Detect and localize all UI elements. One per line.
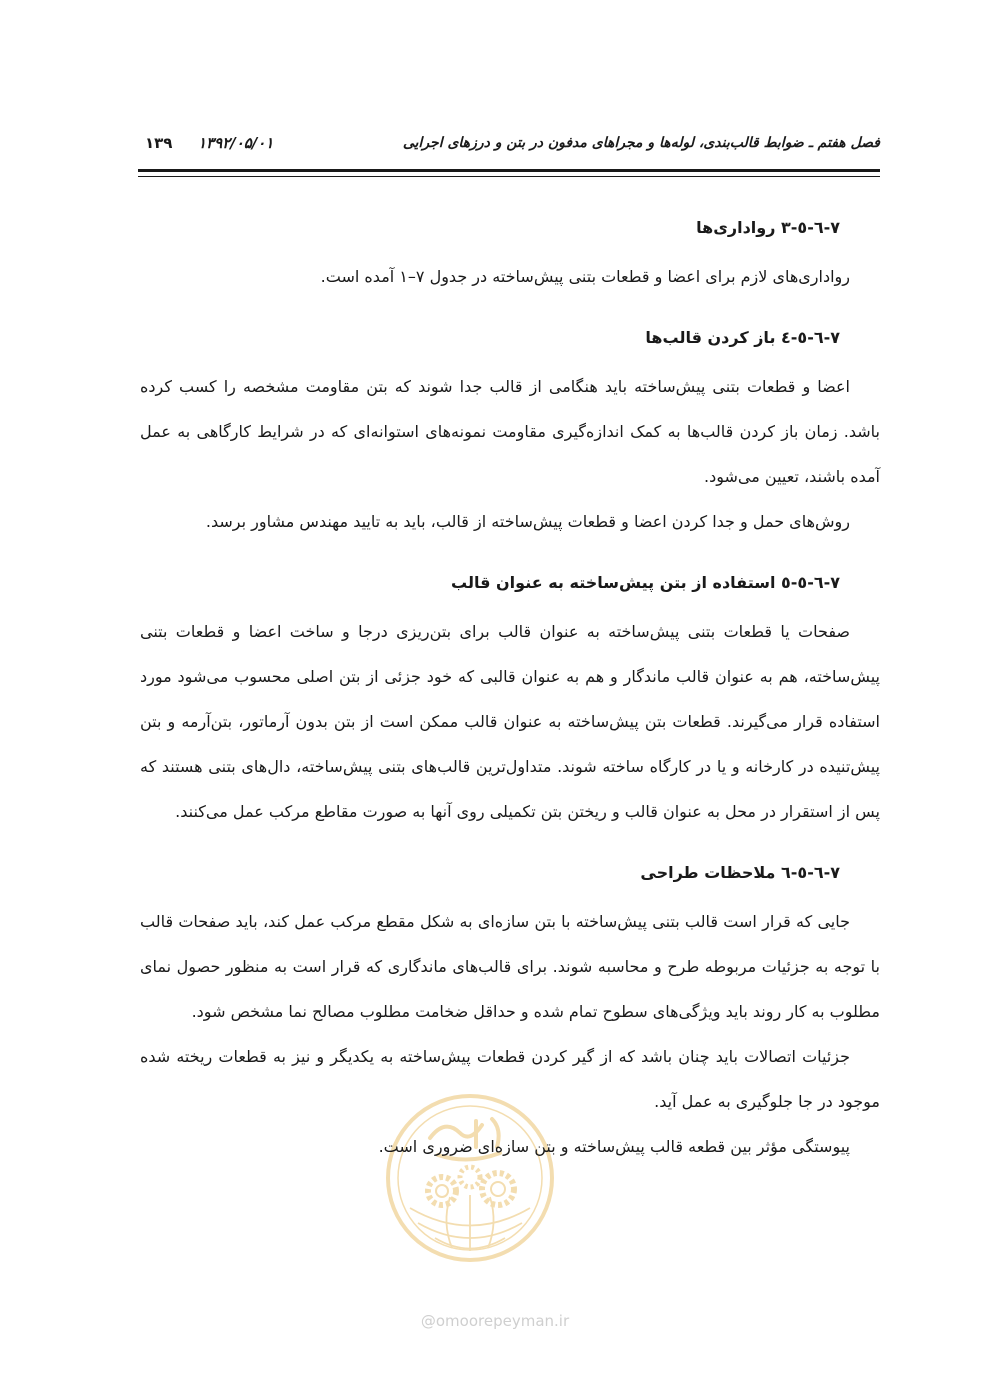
section-precast-as-formwork [140,560,880,834]
paragraph: صفحات یا قطعات بتنی پیش‌ساخته به عنوان قالب برای بتن‌ریزی درجا و ساخت اعضا و قطعات بتنی پیش‌ساخته، هم به عنوان قالب ماندگار و هم به عنوان قالبی که خود جزئی از بتن اصلی محسوب می‌شود مورد استفاده قرار می‌گیرند. قطعات بتن پیش‌ساخته به عنوان قالب ممکن است از بتن بدون آرماتور، بتن‌آرمه و بتن پیش‌تنیده در کارخانه و یا در کارگاه ساخته شوند. متداول‌ترین قالب‌های بتنی پیش‌ساخته، دال‌های بتنی هستند که پس از استقرار در محل به عنوان قالب و ریختن بتن تکمیلی روی آنها به صورت مقاطع مرکب عمل می‌کنند. [140,622,880,821]
paragraph: اعضا و قطعات بتنی پیش‌ساخته باید هنگامی از قالب جدا شوند که بتن مقاومت مشخصه را کسب کرده باشد. زمان باز کردن قالب‌ها به کمک اندازه‌گیری مقاومت نمونه‌های استوانه‌ای که در شرایط کارگاهی به عمل آمده باشند، تعیین می‌شود. [140,377,880,486]
page-number: ۱۳۹ [145,134,173,152]
section-tolerances [140,205,880,299]
document-body [140,205,880,1169]
section-design-considerations [140,850,880,1169]
paragraph: پیوستگی مؤثر بین قطعه قالب پیش‌ساخته و بتن سازه‌ای ضروری است. [378,1137,850,1156]
watermark-url: @omoorepeyman.ir [420,1312,570,1330]
revision-date: ۱۳۹۲/۰۵/۰۱ [198,134,274,152]
paragraph: جایی که قرار است قالب بتنی پیش‌ساخته با بتن سازه‌ای به شکل مقطع مرکب عمل کند، باید صفحات قالب با توجه به جزئیات مربوطه طرح و محاسبه شوند. برای قالب‌های ماندگاری که قرار است به منظور حصول نمای مطلوب به کار روند باید ویژگی‌های سطوح تمام شده و حداقل ضخامت مطلوب مصالح نما مشخص شود. [140,912,880,1021]
section-heading: ٧-٦-٥-٤ باز کردن قالب‌ها [645,328,840,347]
section-heading: ٧-٦-٥-٦ ملاحظات طراحی [640,863,840,882]
header-rule-thick [138,169,880,172]
paragraph: رواداری‌های لازم برای اعضا و قطعات بتنی پیش‌ساخته در جدول ۷–۱ آمده است. [320,267,850,286]
gears [428,1167,514,1205]
paragraph: جزئیات اتصالات باید چنان باشد که از گیر کردن قطعات پیش‌ساخته به یکدیگر و نیز به قطعات ریخته شده موجود در جا جلوگیری به عمل آید. [140,1047,880,1111]
paragraph: روش‌های حمل و جدا کردن اعضا و قطعات پیش‌ساخته از قالب، باید به تایید مهندس مشاور برسد. [205,512,850,531]
header-rule-thin [138,176,880,177]
globe-grid [410,1195,530,1251]
section-heading: ٧-٦-٥-٥ استفاده از بتن پیش‌ساخته به عنوان قالب [451,573,840,592]
chapter-title: فصل هفتم ـ ضوابط قالب‌بندی، لوله‌ها و مجراهای مدفون در بتن و درزهای اجرایی [402,135,880,151]
section-heading: ٧-٦-٥-٣ رواداری‌ها [696,218,840,237]
section-formwork-removal [140,315,880,544]
